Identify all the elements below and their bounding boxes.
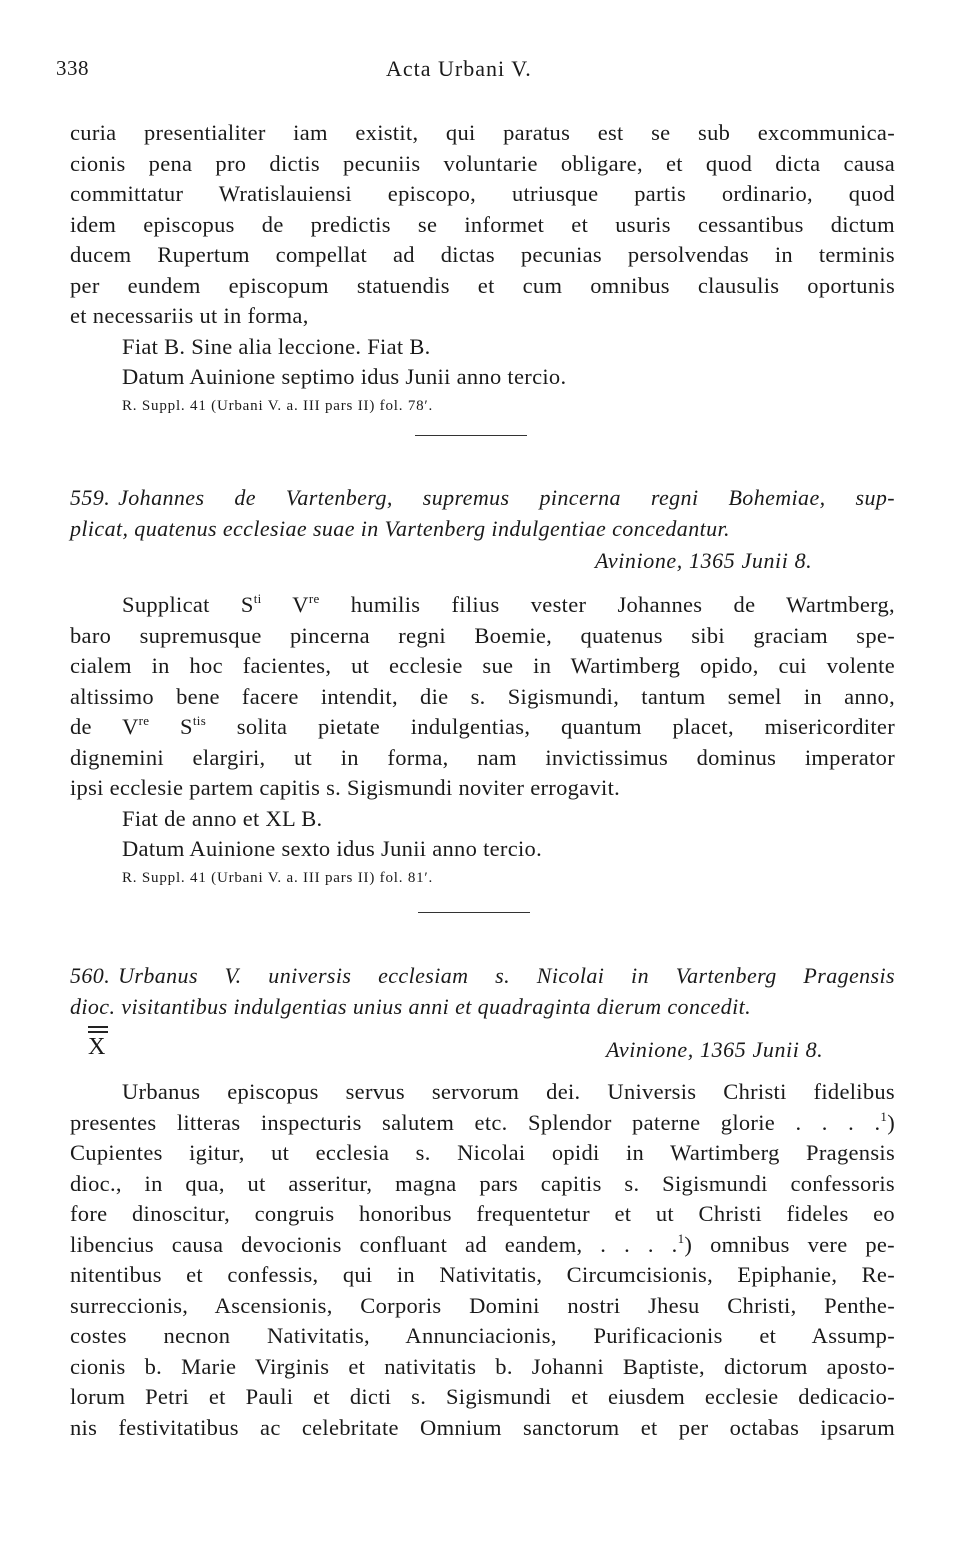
page-number: 338 bbox=[56, 56, 89, 80]
document-date: Avinione, 1365 Junii 8. bbox=[595, 548, 813, 573]
doc-558-text bbox=[70, 118, 895, 419]
text-line: cionis b. Marie Virginis et nativitatis b. Johanni Baptiste, dictorum aposto- bbox=[70, 1353, 895, 1379]
text-line: committatur Wratislauiensi episcopo, utriusque partis ordinario, quod bbox=[70, 181, 895, 206]
text-line: surreccionis, Ascensionis, Corporis Domini nostri Jhesu Christi, Penthe- bbox=[70, 1292, 895, 1318]
text-line: de Vre $S^{tis}$ solita pietate indulgentias, quantum placet, misericorditer bbox=[70, 713, 895, 739]
running-title: Acta Urbani V. bbox=[386, 56, 532, 81]
text-line: et necessariis ut in forma, bbox=[70, 303, 309, 328]
text-line: cialem in hoc facientes, ut ecclesie sue in Wartimberg opido, cui volente bbox=[70, 653, 895, 678]
text-line: idem episcopus de predictis se informet et usuris cessantibus dictum bbox=[70, 211, 895, 237]
archive-reference: R. Suppl. 41 (Urbani V. a. III pars II) fol. 81′. bbox=[122, 869, 434, 886]
doc-559-regest bbox=[70, 482, 895, 544]
double-bar-icon bbox=[88, 1026, 108, 1033]
text-line: cionis pena pro dictis pecuniis voluntarie obligare, et quod dicta causa bbox=[70, 150, 895, 176]
text-line: baro supremusque pincerna regni Boemie, quatenus sibi graciam spe- bbox=[70, 622, 895, 648]
archive-reference: R. Suppl. 41 (Urbani V. a. III pars II) fol. 78′. bbox=[122, 397, 434, 414]
fiat-line: Fiat de anno et XL B. bbox=[122, 805, 323, 831]
doc-560-text bbox=[70, 1077, 895, 1443]
text-line: dignemini elargiri, ut in forma, nam invictissimus dominus imperator bbox=[70, 744, 895, 770]
text-line: Cupientes igitur, ut ecclesia s. Nicolai opidi in Wartimberg Pragensis bbox=[70, 1140, 895, 1165]
text-line: Urbanus episcopus servus servorum dei. Universis Christi fidelibus bbox=[122, 1079, 895, 1104]
doc-559-text bbox=[70, 590, 895, 891]
text-line: ipsi ecclesie partem capitis s. Sigismundi noviter errogavit. bbox=[70, 775, 621, 800]
page-header bbox=[56, 56, 896, 86]
text-line: libencius causa devocionis confluant ad eandem, . . . .$^1$) omnibus vere pe- bbox=[70, 1230, 895, 1257]
text-line: nitentibus et confessis, qui in Nativitatis, Circumcisionis, Epiphanie, Re- bbox=[70, 1262, 895, 1287]
datum-line: Datum Auinione sexto idus Junii anno tercio. bbox=[122, 836, 543, 861]
document-date: Avinione, 1365 Junii 8. bbox=[606, 1037, 824, 1062]
text-line: fore dinoscitur, congruis honoribus frequentetur et ut Christi fideles eo bbox=[70, 1201, 895, 1226]
text-line: altissimo bene facere intendit, die s. Sigismundi, tantum semel in anno, bbox=[70, 683, 895, 709]
document-number: 559. bbox=[70, 485, 111, 510]
text-line: Supplicat $S^{ti}$ Vre humilis filius vester Johannes de Wartmberg, bbox=[122, 591, 895, 617]
text-line: dioc., in qua, ut asseritur, magna pars capitis s. Sigismundi confessoris bbox=[70, 1170, 895, 1196]
section-divider bbox=[415, 435, 527, 436]
text-line: ducem Rupertum compellat ad dictas pecunias persolvendas in terminis bbox=[70, 242, 895, 267]
text-line: per eundem episcopum statuendis et cum omnibus clausulis oportunis bbox=[70, 272, 895, 298]
regest-line: 559. Johannes de Vartenberg, supremus pincerna regni Bohemiae, sup- bbox=[70, 485, 895, 510]
document-number: 560. bbox=[70, 963, 111, 988]
section-divider bbox=[418, 912, 530, 913]
regest-line: dioc. visitantibus indulgentias unius anni et quadraginta dierum concedit. bbox=[70, 994, 751, 1019]
text-line: curia presentialiter iam existit, qui paratus est se sub excommunica- bbox=[70, 120, 895, 145]
text-line: nis festivitatibus ac celebritate Omnium sanctorum et per octabas ipsarum bbox=[70, 1414, 895, 1440]
text-line: costes necnon Nativitatis, Annunciacionis, Purificacionis et Assump- bbox=[70, 1323, 895, 1348]
doc-560-regest bbox=[70, 960, 895, 1022]
fiat-line: Fiat B. Sine alia leccione. Fiat B. bbox=[122, 333, 431, 359]
datum-line: Datum Auinione septimo idus Junii anno tercio. bbox=[122, 364, 567, 389]
margin-mark: X bbox=[88, 1026, 108, 1061]
text-line: lorum Petri et Pauli et dicti s. Sigismundi et eiusdem ecclesie dedicacio- bbox=[70, 1384, 895, 1409]
regest-line: plicat, quatenus ecclesiae suae in Vartenberg indulgentiae concedantur. bbox=[70, 516, 730, 541]
text-line: presentes litteras inspecturis salutem etc. Splendor paterne glorie . . . .$^1$) bbox=[70, 1108, 895, 1135]
regest-line: 560. Urbanus V. universis ecclesiam s. Nicolai in Vartenberg Pragensis bbox=[70, 963, 895, 988]
